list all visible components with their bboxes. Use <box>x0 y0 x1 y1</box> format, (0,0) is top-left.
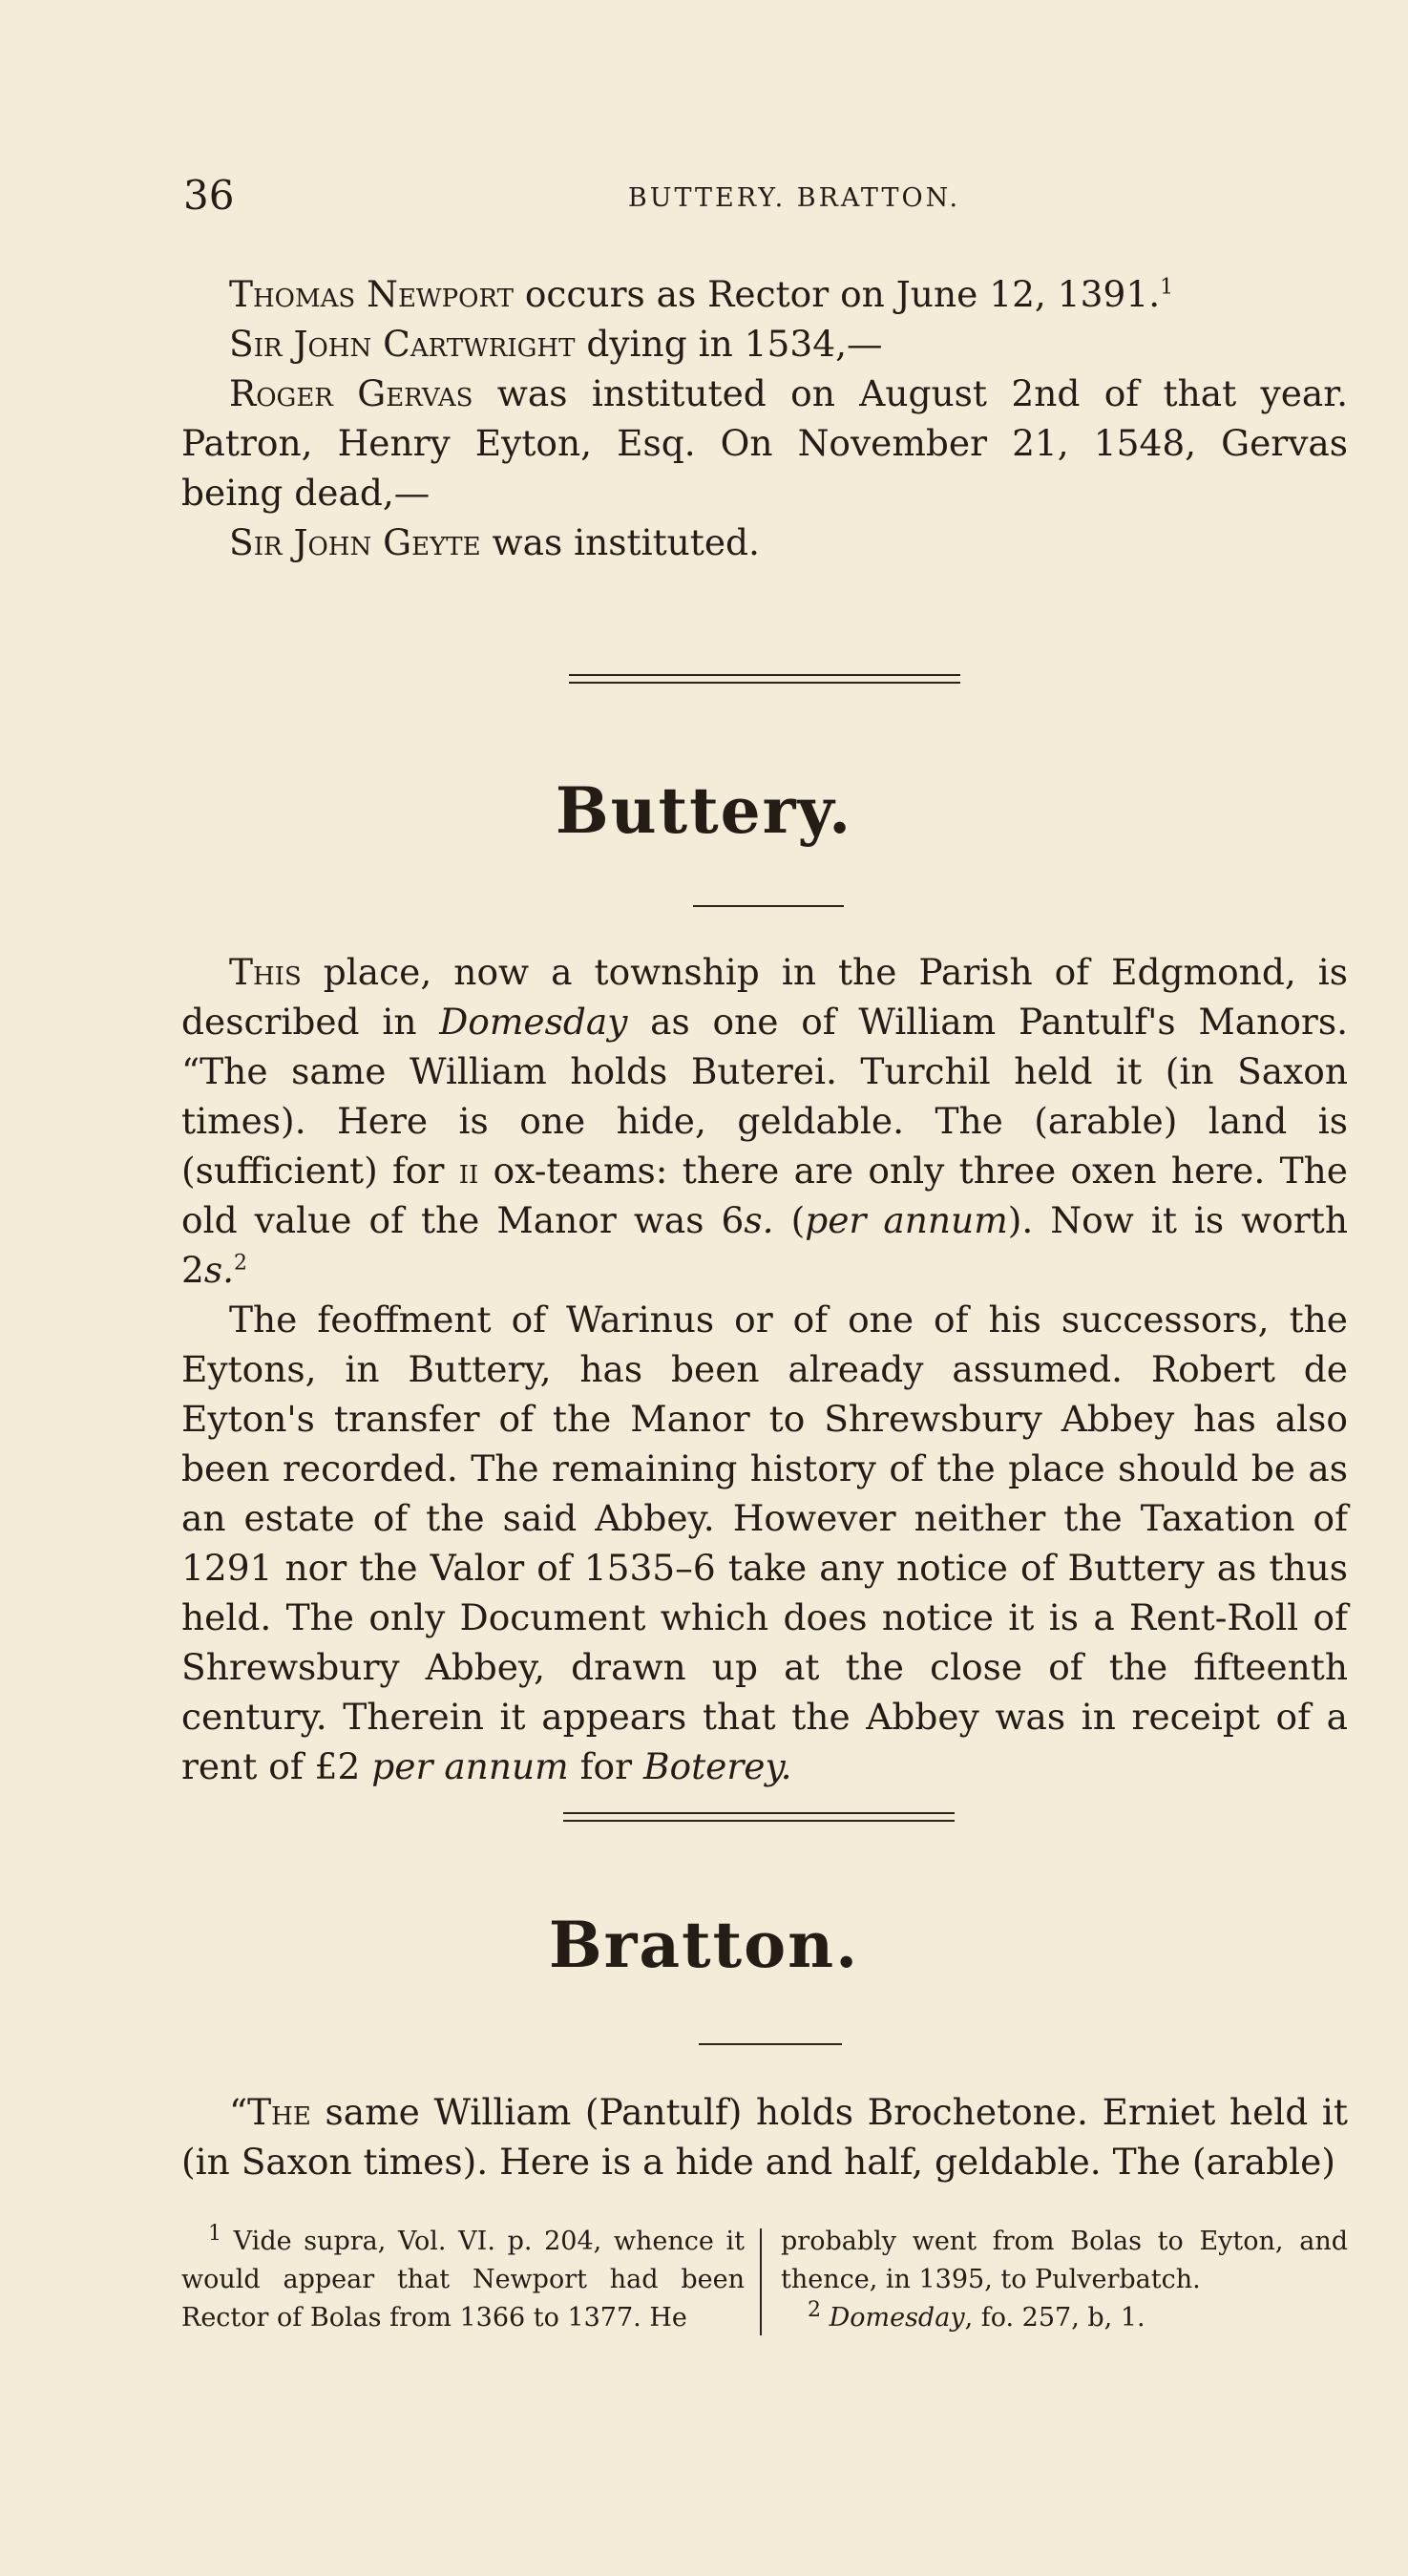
running-title: BUTTERY. BRATTON. <box>627 183 961 213</box>
footnote-column-right <box>781 2223 1348 2337</box>
page-header <box>183 172 1348 229</box>
footnote-1-continued: probably went from Bolas to Eyton, and thence, in 1395, to Pulverbatch. <box>781 2227 1348 2294</box>
buttery-paragraph-1: This place, now a township in the Parish of Edgmond, is described in Domesday as one of William Pantulf's Manors. “The same William holds Buterei. Turchil held it (in Saxon times). Here is one hide, geldable. The (arable) land is (sufficient) for ii ox-teams: there are only three oxen here. The old value of the Manor was 6s. (per annum). Now it is worth 2s.$^2$ <box>181 951 1348 1291</box>
heading-buttery: Buttery. <box>555 773 853 848</box>
heading-bratton: Bratton. <box>548 1908 860 1982</box>
buttery-paragraph-2: The feoffment of Warinus or of one of his successors, the Eytons, in Buttery, has been already assumed. Robert de Eyton's transfer of the Manor to Shrewsbury Abbey has also been recorded. The remaining history of the place should be as an estate of the said Abbey. However neither the Taxation of 1291 nor the Valor of 1535–6 take any notice of Buttery as thus held. The only Document which does notice it is a Rent-Roll of Shrewsbury Abbey, drawn up at the close of the fifteenth century. Therein it appears that the Abbey was in receipt of a rent of £2 per annum for Boterey. <box>181 1299 1348 1787</box>
bratton-paragraph-1: “The same William (Pantulf) holds Brochetone. Erniet held it (in Saxon times). Here is a hide and half, geldable. The (arable) <box>181 2091 1348 2183</box>
rectors-section <box>181 269 1348 567</box>
buttery-section <box>181 947 1348 1791</box>
rector-line-2: Sir John Cartwright dying in 1534,— <box>229 323 883 365</box>
heading-underline-2 <box>699 2043 842 2045</box>
footnote-1: $^1$ Vide supra, Vol. VI. p. 204, whence it would appear that Newport had been Rector of Bolas from 1366 to 1377. He <box>181 2222 745 2333</box>
rector-line-4: Sir John Geyte was instituted. <box>229 521 760 563</box>
bratton-section <box>181 2087 1348 2186</box>
footnote-ref-2: 2 <box>234 1251 248 1276</box>
rector-line-3: Roger Gervas was instituted on August 2nd of that year. Patron, Henry Eyton, Esq. On November 21, 1548, Gervas being dead,— <box>181 372 1349 514</box>
rector-line-1: Thomas Newport occurs as Rector on June 12, 1391.$^1$ <box>229 273 1174 315</box>
section-divider-1 <box>569 674 960 684</box>
footnote-ref-1: 1 <box>1160 275 1174 300</box>
footnote-column-left <box>181 2223 745 2337</box>
section-divider-2 <box>563 1812 955 1822</box>
footnote-divider <box>760 2228 762 2335</box>
footnote-2: $^2$ Domesday, fo. 257, b, 1. <box>808 2298 1145 2333</box>
heading-underline-1 <box>693 905 844 907</box>
page-number: 36 <box>183 172 235 219</box>
